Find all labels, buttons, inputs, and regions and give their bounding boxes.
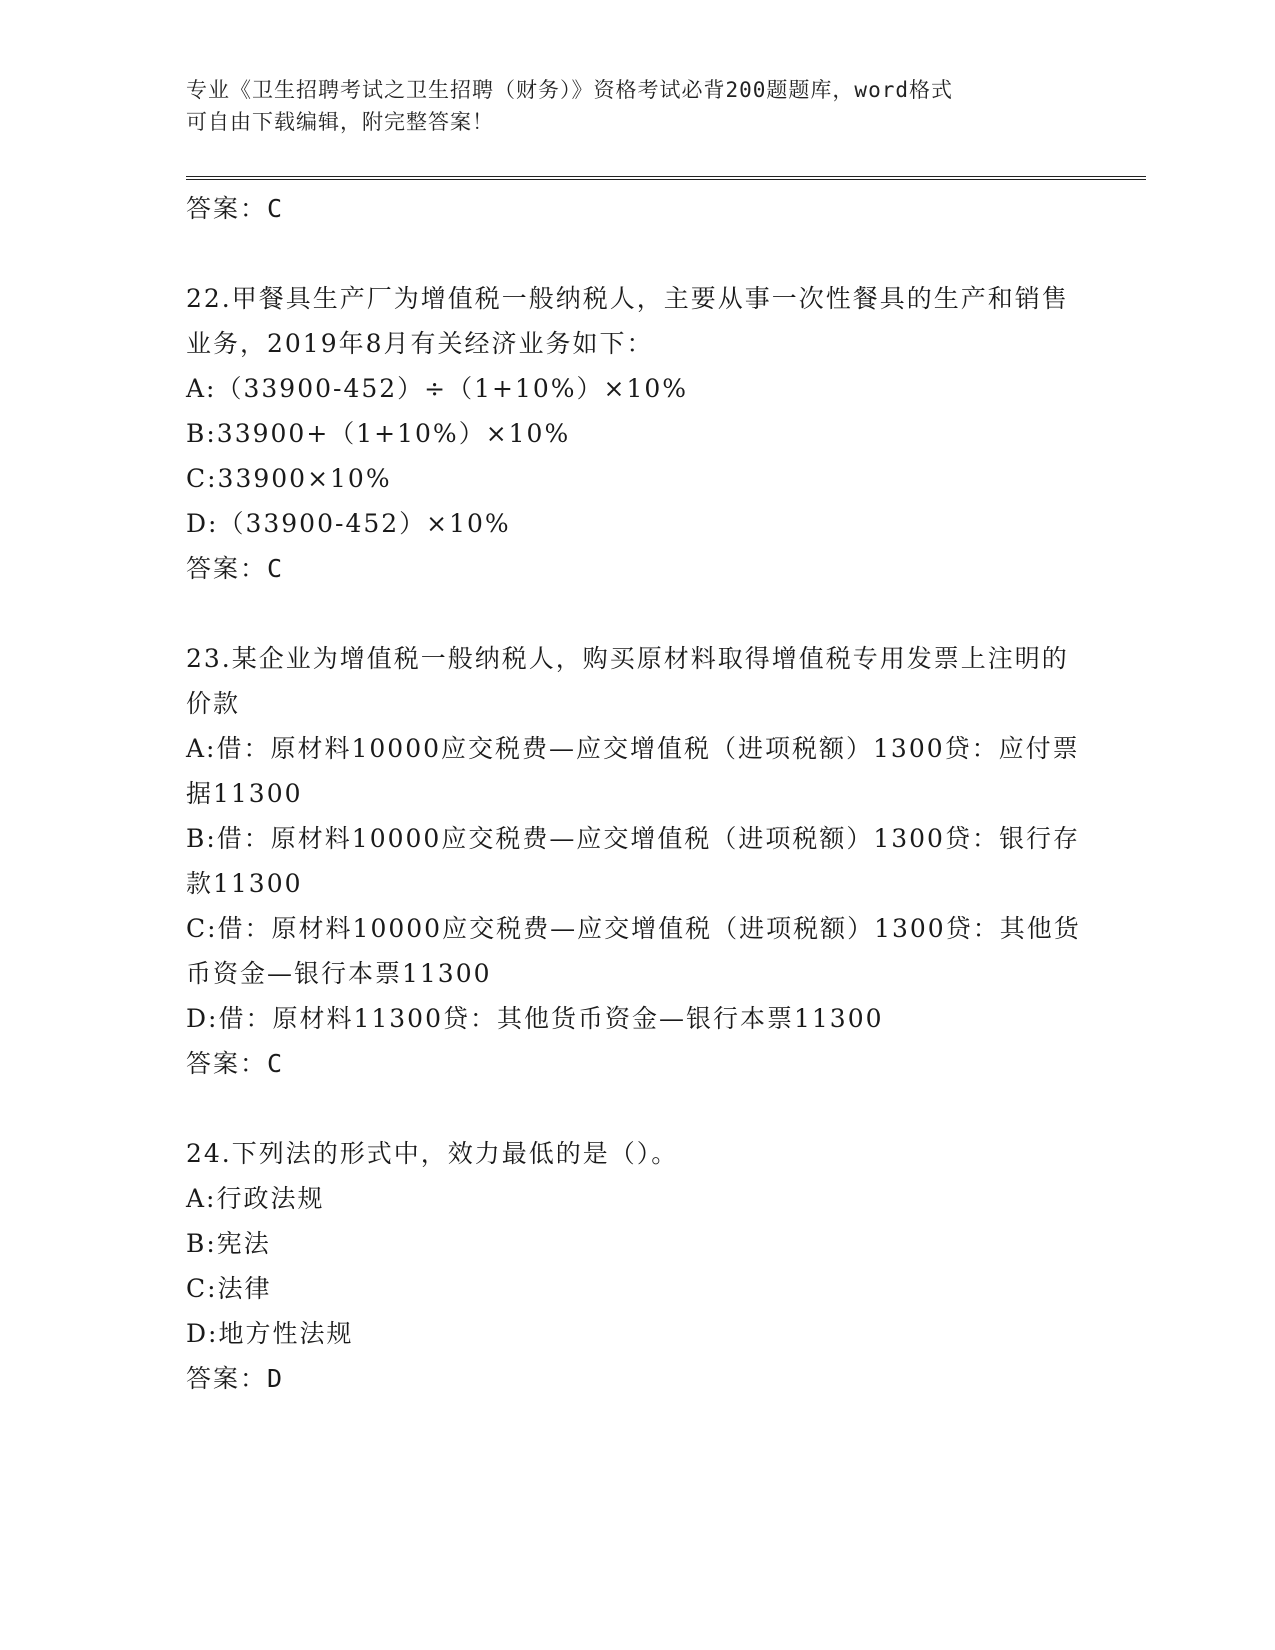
question-22: [186, 276, 1086, 592]
question-24: [186, 1131, 1086, 1402]
question-stem: 23.某企业为增值税一般纳税人，购买原材料取得增值税专用发票上注明的价款: [186, 644, 1069, 718]
question-23: [186, 636, 1086, 1087]
question-list: [186, 186, 1086, 1402]
option-c: C:借：原材料10000应交税费—应交增值税（进项税额）1300贷：其他货币资金—银行本票11300: [186, 914, 1081, 988]
answer: 答案：D: [186, 1364, 285, 1393]
header-line-2: 可自由下载编辑，附完整答案！: [186, 110, 494, 134]
option-b: B:宪法: [186, 1229, 271, 1258]
option-d: D:借：原材料11300贷：其他货币资金—银行本票11300: [186, 1004, 884, 1033]
question-stem: 24.下列法的形式中，效力最低的是（）。: [186, 1139, 679, 1168]
option-a: A:借：原材料10000应交税费—应交增值税（进项税额）1300贷：应付票据11300: [186, 734, 1080, 808]
option-d: D:地方性法规: [186, 1319, 354, 1348]
answer: 答案：C: [186, 1049, 285, 1078]
answer: 答案：C: [186, 554, 285, 583]
question-stem: 22.甲餐具生产厂为增值税一般纳税人，主要从事一次性餐具的生产和销售业务，2019年8月有关经济业务如下：: [186, 284, 1069, 358]
header-line-1: 专业《卫生招聘考试之卫生招聘（财务）》资格考试必背200题题库，word格式: [186, 78, 953, 102]
page-header: [186, 74, 1066, 138]
option-c: C:法律: [186, 1274, 272, 1303]
header-divider: [186, 176, 1146, 180]
option-a: A:（33900-452）÷（1+10%）×10%: [186, 374, 689, 403]
option-c: C:33900×10%: [186, 464, 392, 493]
option-d: D:（33900-452）×10%: [186, 509, 511, 538]
option-b: B:33900+（1+10%）×10%: [186, 419, 571, 448]
option-a: A:行政法规: [186, 1184, 325, 1213]
option-b: B:借：原材料10000应交税费—应交增值税（进项税额）1300贷：银行存款11300: [186, 824, 1080, 898]
previous-answer: 答案：C: [186, 194, 285, 223]
